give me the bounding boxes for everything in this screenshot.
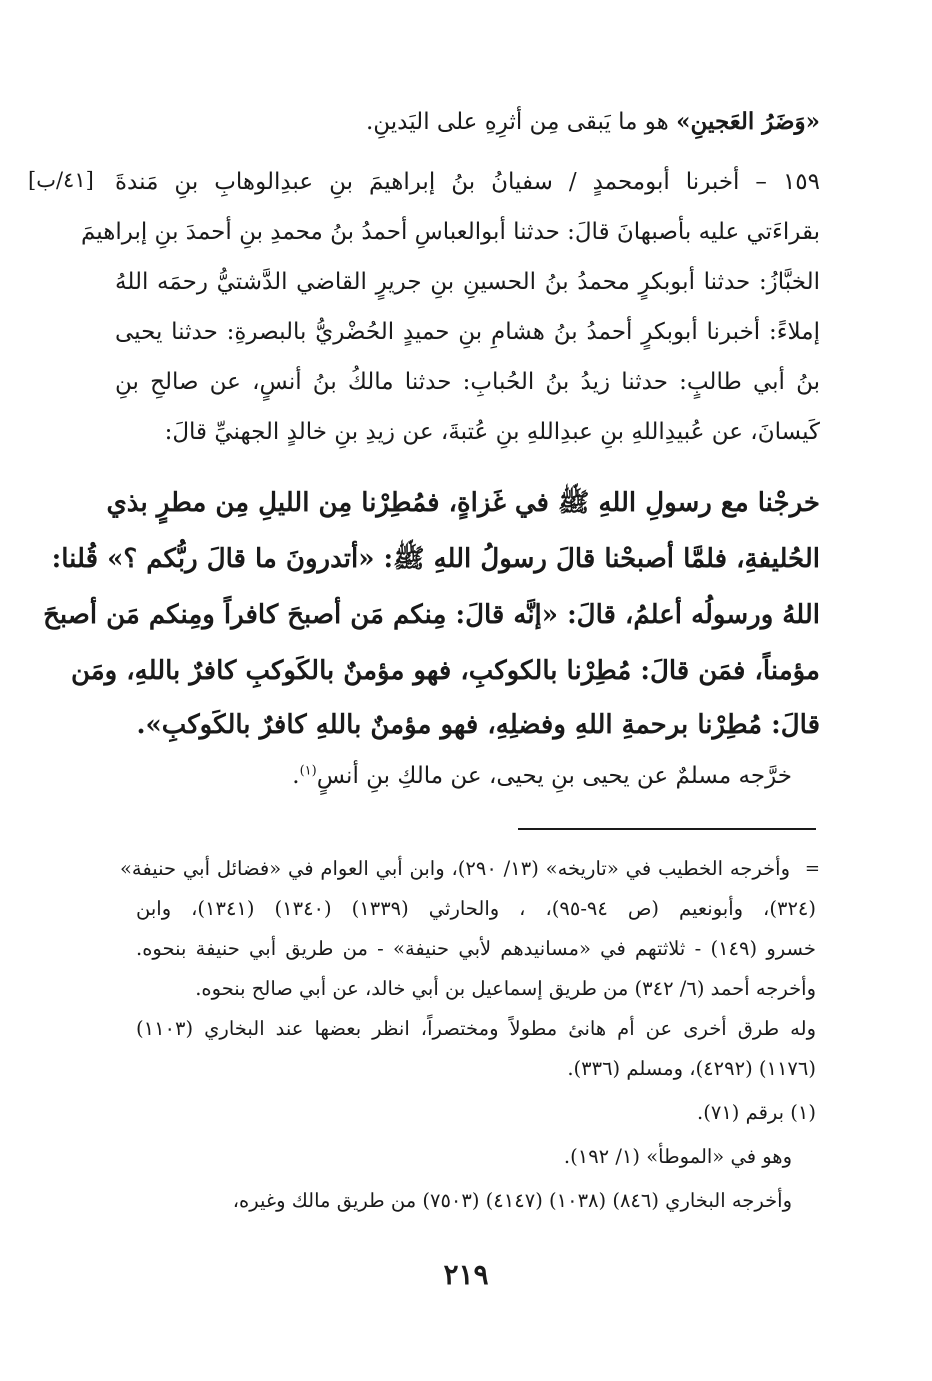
hadith-line: قالَ: مُطِرْنا برحمةِ اللهِ وفضلِهِ، فهو مؤمنٌ باللهِ كافرٌ بالكَوكبِ». <box>136 710 820 740</box>
hadith-line: اللهُ ورسولُه أعلمُ، قالَ: «إنَّه قالَ: مِنكم مَن أصبحَ كافراً ومِنكم مَن أصبحَ <box>43 600 820 630</box>
footnote-1-line: (١) برقم (٧١). <box>697 1101 816 1124</box>
footnote-1-line: وهو في «الموطأ» (١/ ١٩٢). <box>563 1145 792 1168</box>
isnad-line: إملاءً: أخبرنا أبوبكرٍ أحمدُ بنُ هشامِ بنِ حميدٍ الحُضْريُّ بالبصرةِ: حدثنا يحيى <box>115 319 820 345</box>
footnote-line: وأخرجه أحمد (٦/ ٣٤٢) من طريق إسماعيل بن أبي خالد، عن أبي صالح بنحوه. <box>195 977 816 1000</box>
footnote-separator <box>518 828 816 830</box>
footnote-line: (٣٢٤)، وأبونعيم (ص ٩٤-٩٥)، ، والحارثي (١٣٣٩) (١٣٤٠) (١٣٤١)، وابن <box>136 897 816 920</box>
isnad-line: كَيسانَ، عن عُبيدِاللهِ بنِ عبدِاللهِ بنِ عُتبةَ، عن زيدِ بنِ خالدٍ الجهنيِّ قالَ: <box>164 419 820 445</box>
footnote-1-line: وأخرجه البخاري (٨٤٦) (١٠٣٨) (٤١٤٧) (٧٥٠٣) من طريق مالك وغيره، <box>232 1189 792 1212</box>
folio-marker: [٤١/ب] <box>28 168 94 192</box>
footnote-line: وأخرجه الخطيب في «تاريخه» (١٣/ ٢٩٠)، وابن أبي العوام في «فضائل أبي حنيفة» <box>120 857 790 880</box>
footnote-line: خسرو (١٤٩) - ثلاثتهم في «مسانيدهم لأبي حنيفة» - من طريق أبي حنيفة بنحوه. <box>136 937 816 960</box>
footnote-continuation-mark: = <box>804 858 820 879</box>
hadith-line: مؤمناً، فمَن قالَ: مُطِرْنا بالكوكبِ، فهو مؤمنٌ بالكَوكبِ كافرٌ باللهِ، ومَن <box>70 656 820 686</box>
isnad-line: بنُ أبي طالبٍ: حدثنا زيدُ بنُ الحُبابِ: حدثنا مالكُ بنُ أنسٍ، عن صالحِ بنِ <box>115 369 820 395</box>
hadith-line: خرجْنا مع رسولِ اللهِ ﷺ في غَزاةٍ، فمُطِرْنا مِن الليلِ مِن مطرٍ بذي <box>106 488 820 518</box>
intro-text: هو ما يَبقى مِن أثرِهِ على اليَدينِ. <box>365 109 677 135</box>
hadith-line: الحُليفةِ، فلمَّا أصبحْنا قالَ رسولُ اللهِ ﷺ: «أتدرونَ ما قالَ ربُّكم ؟» قُلنا: <box>51 544 820 574</box>
isnad-line: الخبَّازُ: حدثنا أبوبكرٍ محمدُ بنُ الحسينِ بنِ جريرٍ القاضي الدَّشتيُّ رحمَه اللهُ <box>115 269 820 295</box>
isnad-line: ١٥٩ – أخبرنا أبومحمدٍ / سفيانُ بنُ إبراهيمَ بنِ عبدِالوهابِ بنِ مَندةَ <box>115 169 820 195</box>
page-number: ٢١٩ <box>443 1258 489 1291</box>
isnad-line: بقراءَتي عليه بأصبهانَ قالَ: حدثنا أبوالعباسِ أحمدُ بنُ محمدِ بنِ أحمدَ بنِ إبراهيمَ <box>81 219 820 245</box>
intro-line <box>115 102 820 142</box>
footnote-line: (١١٧٦) (٤٢٩٢)، ومسلم (٣٣٦). <box>567 1057 816 1080</box>
footnote-line: وله طرق أخرى عن أم هانئ مطولاً ومختصراً، انظر بعضها عند البخاري (١١٠٣) <box>136 1017 816 1040</box>
footnote-reference: (١) <box>299 763 317 779</box>
intro-term: «وَضَرُ العَجينِ» <box>676 108 820 135</box>
takhrij-line <box>87 756 792 796</box>
takhrij-end: . <box>292 763 300 789</box>
takhrij-text: خرَّجه مسلمٌ عن يحيى بنِ يحيى، عن مالكِ بنِ أنسٍ <box>316 763 792 789</box>
